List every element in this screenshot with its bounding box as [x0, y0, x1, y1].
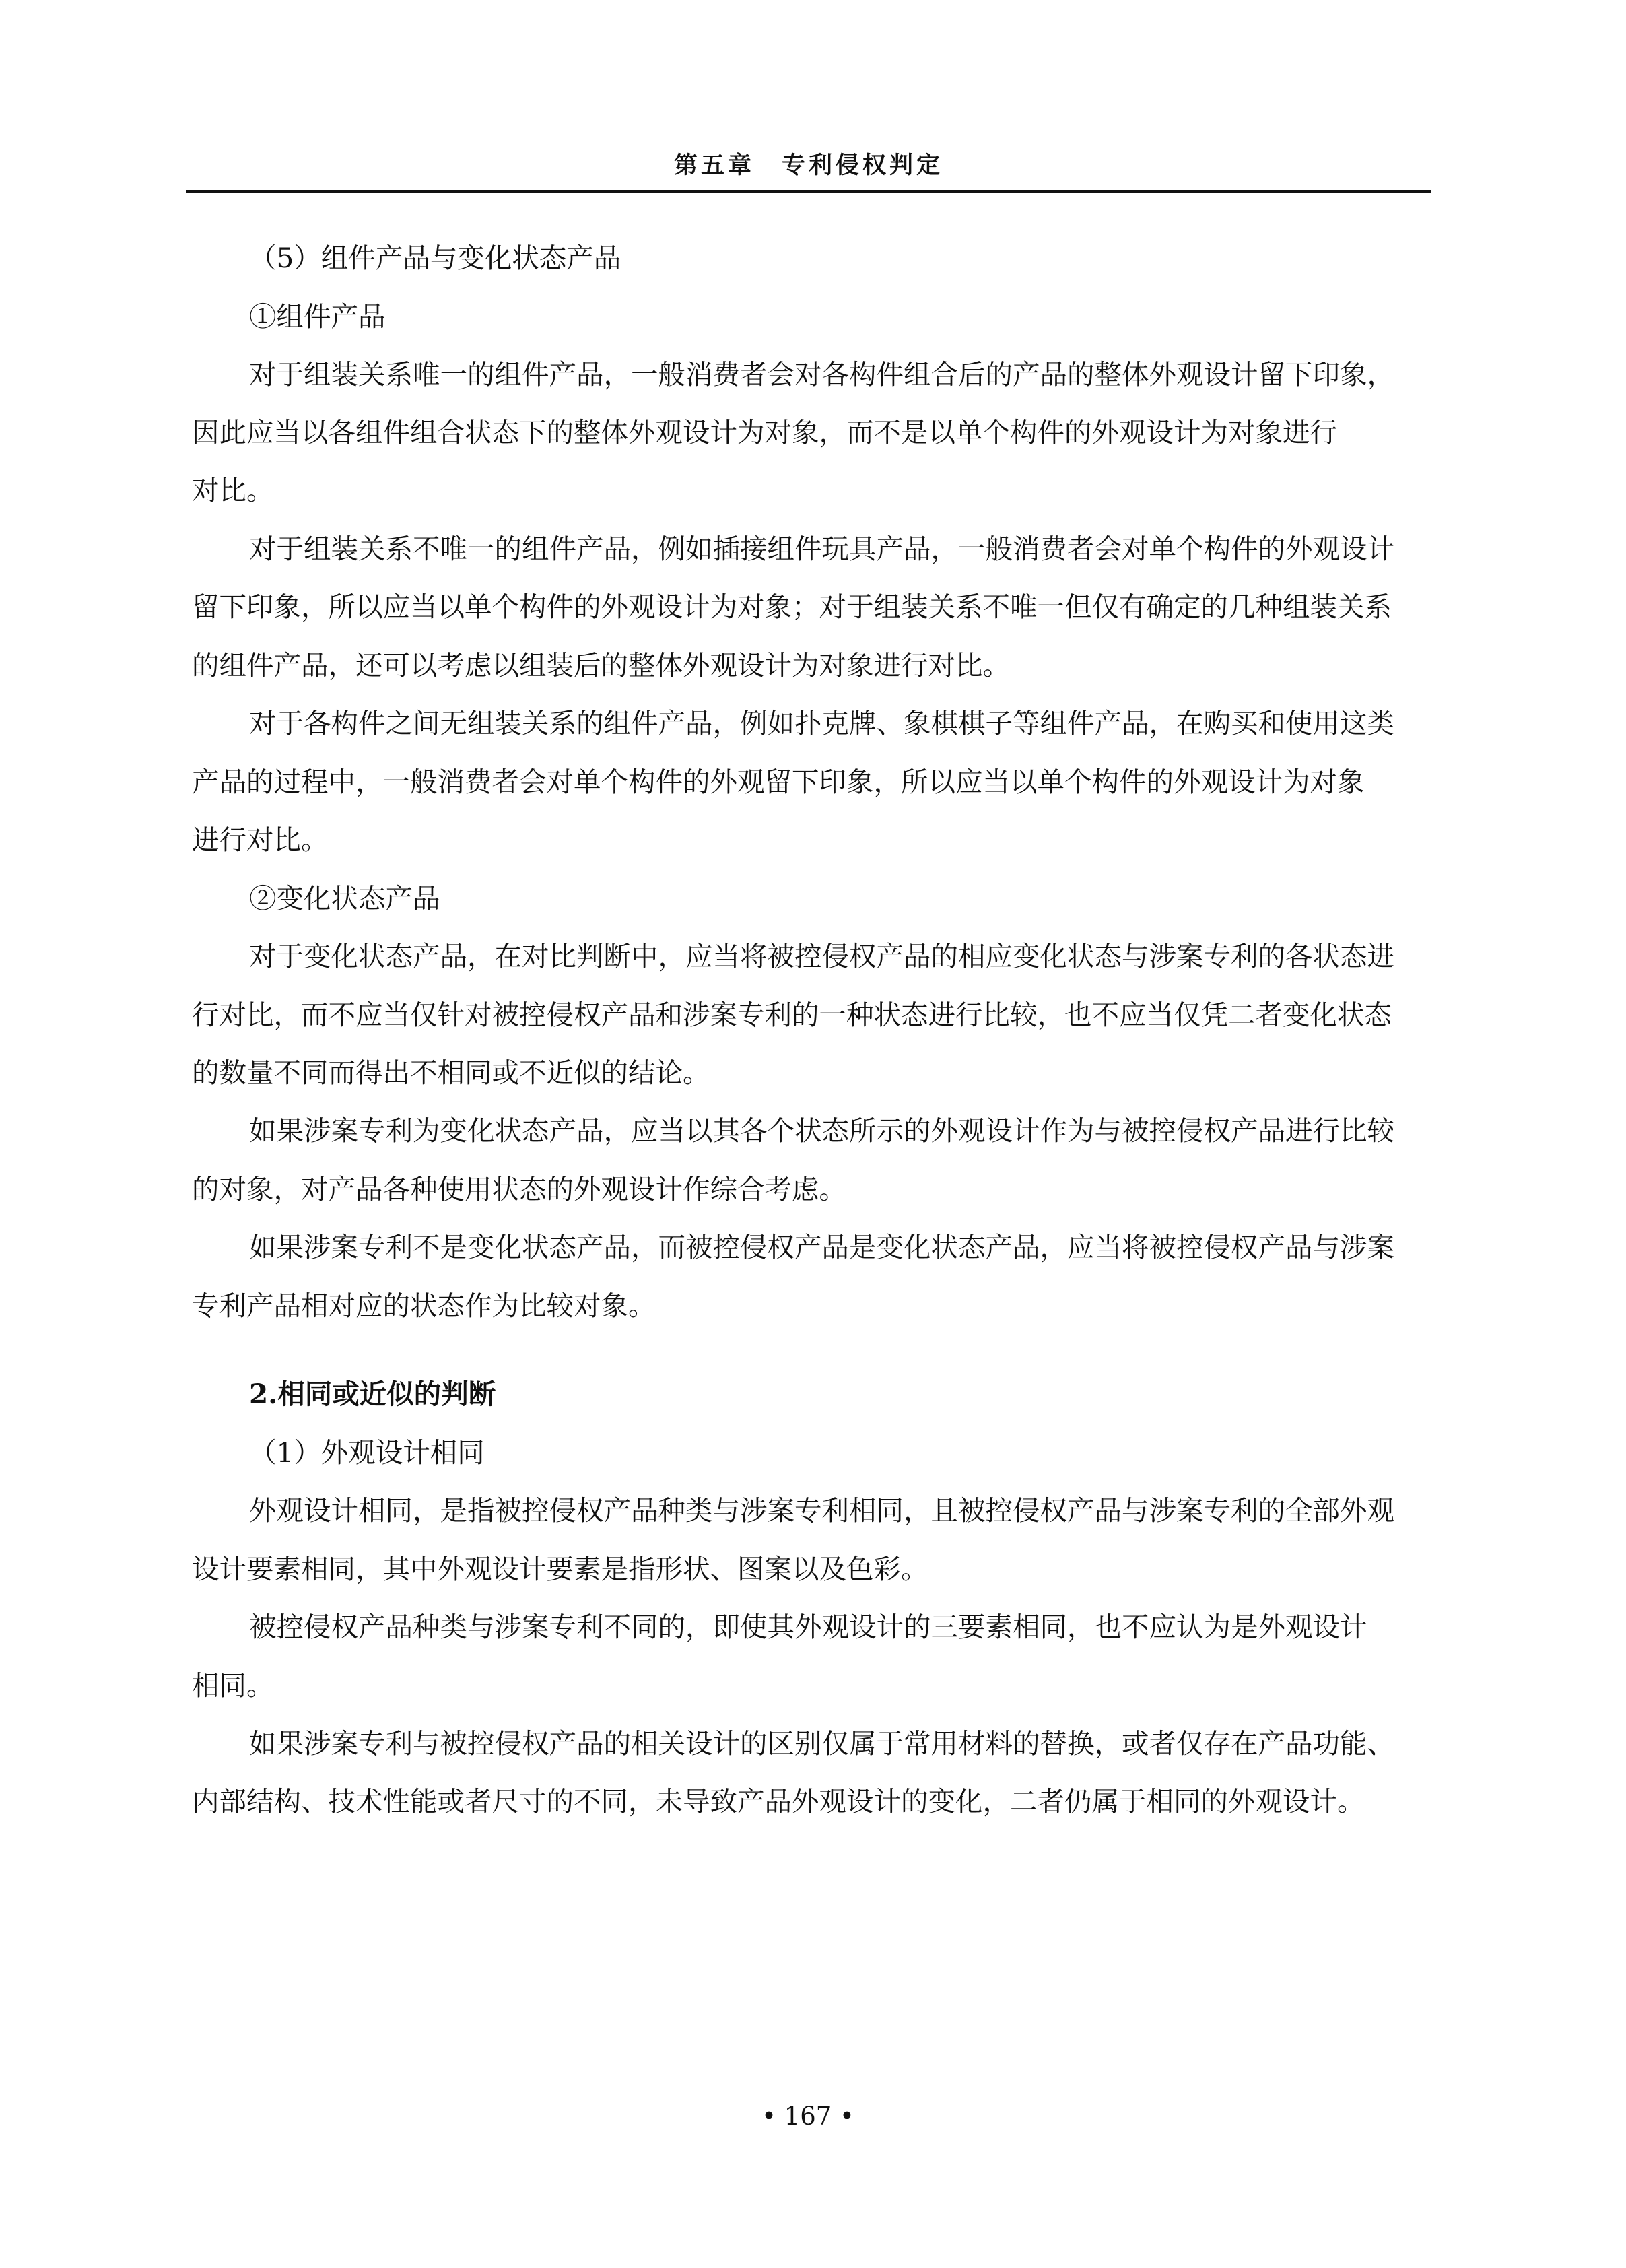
section-heading-identical-or-similar: 2.相同或近似的判断	[249, 1378, 496, 1410]
paragraph-line: 对于各构件之间无组装关系的组件产品，例如扑克牌、象棋棋子等组件产品，在购买和使用这类	[249, 707, 1394, 739]
running-header: 第五章 专利侵权判定	[673, 152, 943, 179]
paragraph-line: 产品的过程中，一般消费者会对单个构件的外观留下印象，所以应当以单个构件的外观设计为对象	[192, 766, 1365, 798]
paragraph-line: 外观设计相同，是指被控侵权产品种类与涉案专利相同，且被控侵权产品与涉案专利的全部外观	[249, 1494, 1394, 1527]
paragraph-line: 相同。	[192, 1669, 274, 1702]
paragraph-line: 对于组装关系唯一的组件产品，一般消费者会对各构件组合后的产品的整体外观设计留下印象，	[249, 358, 1394, 391]
paragraph-line: 进行对比。	[192, 824, 329, 856]
subheading-component-and-variable-products: （5）组件产品与变化状态产品	[249, 242, 621, 274]
paragraph-line: 专利产品相对应的状态作为比较对象。	[192, 1290, 656, 1322]
paragraph-line: 对于变化状态产品，在对比判断中，应当将被控侵权产品的相应变化状态与涉案专利的各状态进	[249, 940, 1394, 972]
paragraph-line: 的对象，对产品各种使用状态的外观设计作综合考虑。	[192, 1173, 846, 1205]
paragraph-line: 被控侵权产品种类与涉案专利不同的，即使其外观设计的三要素相同，也不应认为是外观设计	[249, 1611, 1367, 1643]
paragraph-line: 的组件产品，还可以考虑以组装后的整体外观设计为对象进行对比。	[192, 649, 1010, 681]
paragraph-line: 设计要素相同，其中外观设计要素是指形状、图案以及色彩。	[192, 1553, 928, 1585]
subheading-variable-state-products: ②变化状态产品	[249, 882, 440, 914]
paragraph-line: 内部结构、技术性能或者尺寸的不同，未导致产品外观设计的变化，二者仍属于相同的外观设计。	[192, 1785, 1365, 1817]
paragraph-line: 如果涉案专利不是变化状态产品，而被控侵权产品是变化状态产品，应当将被控侵权产品与涉案	[249, 1231, 1394, 1263]
page-number: • 167 •	[761, 2102, 854, 2131]
paragraph-line: 的数量不同而得出不相同或不近似的结论。	[192, 1057, 710, 1089]
paragraph-line: 对于组装关系不唯一的组件产品，例如插接组件玩具产品，一般消费者会对单个构件的外观设计	[249, 533, 1394, 565]
paragraph-line: 因此应当以各组件组合状态下的整体外观设计为对象，而不是以单个构件的外观设计为对象进行	[192, 416, 1337, 448]
header-rule	[186, 190, 1431, 193]
paragraph-line: 如果涉案专利与被控侵权产品的相关设计的区别仅属于常用材料的替换，或者仅存在产品功能、	[249, 1727, 1394, 1760]
paragraph-line: 如果涉案专利为变化状态产品，应当以其各个状态所示的外观设计作为与被控侵权产品进行比较	[249, 1114, 1394, 1147]
paragraph-line: 对比。	[192, 474, 274, 506]
paragraph-line: 留下印象，所以应当以单个构件的外观设计为对象；对于组装关系不唯一但仅有确定的几种组装关系	[192, 591, 1392, 623]
subheading-component-products: ①组件产品	[249, 300, 386, 333]
subheading-identical-design: （1）外观设计相同	[249, 1436, 485, 1469]
paragraph-line: 行对比，而不应当仅针对被控侵权产品和涉案专利的一种状态进行比较，也不应当仅凭二者变化状态	[192, 999, 1392, 1031]
